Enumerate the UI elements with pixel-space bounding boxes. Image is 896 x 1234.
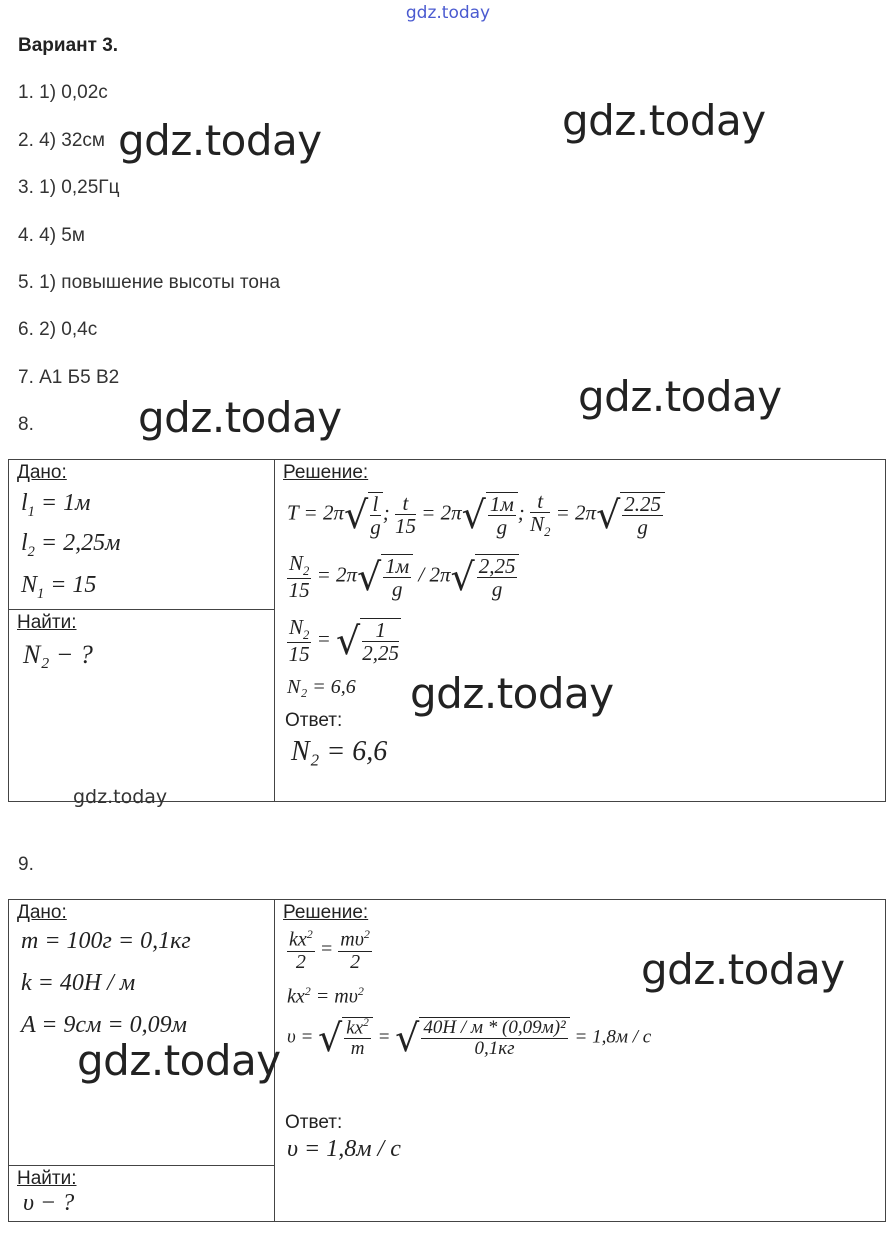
formula-velocity: υ = √ $\frac{kx^2}{m}$ = √ $\frac{\text{40Н / м * (0,09м)²}}{0,1кг}$ = 1,8м / с <box>287 1016 652 1060</box>
task-8-table <box>8 459 886 802</box>
calc-numerator: 40Н / м * (0,09м)² <box>423 1017 566 1039</box>
answer-7: 7. А1 Б5 В2 <box>18 367 120 388</box>
task-9-number: 9. <box>18 854 34 875</box>
solution-cell <box>275 460 886 802</box>
given-label: Дано: <box>17 462 67 483</box>
variant-title: Вариант 3. <box>18 35 119 56</box>
answer-label: Ответ: <box>285 1112 343 1133</box>
calc-denominator: 0,1кг <box>474 1038 515 1059</box>
find-label: Найти: <box>17 1168 77 1189</box>
watermark: gdz.today <box>138 393 342 442</box>
watermark: gdz.today <box>73 786 168 808</box>
answer-value: υ = 1,8м / с <box>287 1136 401 1162</box>
given-label: Дано: <box>17 902 67 923</box>
answer-4: 4. 4) 5м <box>18 225 85 246</box>
solution-label: Решение: <box>283 902 369 923</box>
answer-label: Ответ: <box>285 710 343 731</box>
formula-energy: $\frac{kx^2}{2}$ = $\frac{m\upsilon^2}{2}$ <box>289 927 370 973</box>
find-value: N₂ − ? <box>23 640 93 669</box>
find-label: Найти: <box>17 612 77 633</box>
find-cell <box>9 1166 275 1222</box>
answer-3: 3. 1) 0,25Гц <box>18 177 120 198</box>
answer-value: N₂ = 6,6 <box>291 736 388 767</box>
watermark: gdz.today <box>641 945 845 994</box>
formula-period: T = 2π√ $\frac{l}{g}$ ; $\frac{t}{15}$ = 2π√ $\frac{1м}{g}$ ; $\frac{t}{N_2}$ = 2π√ $\frac{2.25}{g}$ <box>287 490 665 539</box>
given-cell <box>9 900 275 1166</box>
formula-simplified: $\frac{N_2}{15}$ = √ $\frac{1}{2,25}$ <box>288 615 399 667</box>
task-8-number: 8. <box>18 414 34 435</box>
find-value: υ − ? <box>23 1190 75 1216</box>
formula-energy-simplified: $kx^2 = m\upsilon^2$ <box>287 984 364 1008</box>
solution-label: Решение: <box>283 462 369 483</box>
answer-2: 2. 4) 32см <box>18 130 105 151</box>
watermark: gdz.today <box>410 669 614 718</box>
watermark: gdz.today <box>77 1036 281 1085</box>
given-item: m = 100г = 0,1кг <box>21 928 191 954</box>
given-item: $l_1 = 1м$ <box>21 490 91 520</box>
answer-6: 6. 2) 0,4с <box>18 319 98 340</box>
watermark: gdz.today <box>562 96 766 145</box>
calc-result: = 1,8м / с <box>574 1026 652 1048</box>
given-cell <box>9 460 275 610</box>
given-item: $N_1 = 15$ <box>21 572 97 602</box>
formula-ratio: $\frac{N_2}{15}$ = 2π√ $\frac{1м}{g}$ / 2π√ $\frac{2,25}{g}$ <box>287 552 519 601</box>
answer-1: 1. 1) 0,02с <box>18 82 108 103</box>
answer-5: 5. 1) повышение высоты тона <box>18 272 281 293</box>
result-line: N₂ = 6,6 <box>287 676 356 698</box>
given-item: A = 9см = 0,09м <box>21 1012 187 1038</box>
given-item: $l_2 = 2,25м$ <box>21 530 121 560</box>
find-cell <box>9 610 275 802</box>
watermark: gdz.today <box>118 116 322 165</box>
given-item: k = 40Н / м <box>21 970 136 996</box>
watermark-top: gdz.today <box>405 3 491 23</box>
watermark: gdz.today <box>578 372 782 421</box>
